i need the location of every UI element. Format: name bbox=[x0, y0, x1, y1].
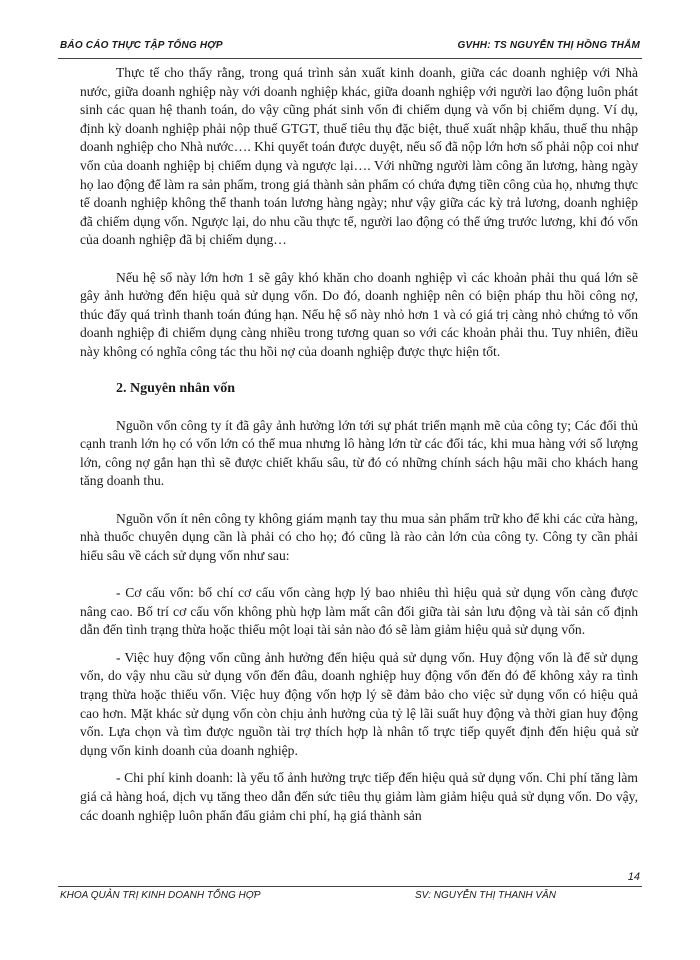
paragraph-1: Thực tế cho thấy rằng, trong quá trình sản xuất kinh doanh, giữa các doanh nghiệp với Nhà nước, giữa doanh nghiệp này với doanh nghiệp khác, giữa doanh nghiệp với người lao động luôn phát sinh các quan hệ thanh toán, do vậy cũng phát sinh vốn đi chiếm dụng và vốn bị chiếm dụng. Ví dụ, định kỳ doanh nghiệp phải nộp thuế GTGT, thuế tiêu thụ đặc biệt, thuế xuất nhập khẩu, thuế thu nhập doanh nghiệp cho Nhà nước…. Khi quyết toán được duyệt, nếu số đã nộp lớn hơn số phải nộp coi như vốn của doanh nghiệp bị chiếm dụng và ngược lại…. Với những người làm công ăn lương, hàng ngày họ lao động để làm ra sản phẩm, trong giá thành sản phẩm có chứa đựng tiền công của họ, nhưng thực tế doanh nghiệp không thể thanh toán lương hàng ngày; như vậy giữa các kỳ trả lương, doanh nghiệp đã chiếm dụng vốn. Ngược lại, do nhu cầu thực tế, người lao động có thể ứng trước lương, khi đó vốn của doanh nghiệp đã bị chiếm dụng… bbox=[80, 65, 638, 248]
paragraph-6: - Việc huy động vốn cũng ảnh hưởng đến hiệu quả sử dụng vốn. Huy động vốn là để sử dụng vốn, do vậy nhu cầu sử dụng vốn đến đâu, doanh nghiệp huy động vốn đến đó để không xảy ra tình trạng thừa hoặc thiếu vốn. Việc huy động vốn hợp lý sẽ đảm bảo cho việc sử dụng vốn có hiệu quả cao hơn. Mặt khác sử dụng vốn còn chịu ảnh hưởng của tỷ lệ lãi suất huy động và thời gian huy động vốn. Lựa chọn và tìm được nguồn tài trợ thích hợp là nhân tố trực tiếp quyết định đến hiệu quả sử dụng vốn kinh doanh của doanh nghiệp. bbox=[80, 649, 638, 758]
header-divider bbox=[58, 58, 642, 59]
paragraph-4: Nguồn vốn ít nên công ty không giám mạnh tay thu mua sản phẩm trữ kho để khi các cửa hàng, nhà thuốc chuyên dụng cần là phải có cho họ; đó cũng là rào cản lớn của công ty. Công ty cần phải hiểu sâu về cách sử dụng vốn như sau: bbox=[80, 510, 638, 563]
paragraph-5: - Cơ cấu vốn: bố chí cơ cấu vốn càng hợp lý bao nhiêu thì hiệu quả sử dụng vốn càng được nâng cao. Bố trí cơ cấu vốn không phù hợp làm mất cân đối giữa tài sản lưu động và tài sản cố định dẫn đến tình trạng thừa hoặc thiếu một loại tài sản nào đó sẽ làm giảm hiệu quả sử dụng vốn. bbox=[80, 585, 638, 638]
header-supervisor: GVHH: TS NGUYỄN THỊ HỒNG THẮM bbox=[457, 40, 640, 51]
page-header bbox=[60, 40, 640, 51]
paragraph-3: Nguồn vốn công ty ít đã gây ảnh hưởng lớn tới sự phát triển mạnh mẽ của công ty; Các đối thủ cạnh tranh lớn họ có vốn lớn có thể mua nhưng lô hàng lớn từ các đối tác, khi mua hàng với số lượng lớn, công nợ gắn hạn thì sẽ được chiết khấu sâu, từ đó có những chính sách hậu mãi cho khách hang tăng doanh thu. bbox=[80, 417, 638, 489]
footer-student: SV: NGUYỄN THỊ THANH VÂN bbox=[415, 890, 556, 901]
footer-faculty: KHOA QUẢN TRỊ KINH DOANH TỔNG HỢP bbox=[60, 890, 261, 901]
paragraph-7: - Chi phí kinh doanh: là yếu tố ảnh hưởng trực tiếp đến hiệu quả sử dụng vốn. Chi phí tăng làm giá cả hàng hoá, dịch vụ tăng theo dẫn đến sức tiêu thụ giảm làm giảm hiệu quả sử dụng vốn. Do vậy, các doanh nghiệp luôn phấn đấu giảm chi phí, hạ giá thành sản bbox=[80, 770, 638, 823]
document-body bbox=[80, 64, 638, 825]
footer-divider bbox=[58, 886, 642, 887]
header-report-title: BÁO CÁO THỰC TẬP TỔNG HỢP bbox=[60, 40, 223, 51]
page-number: 14 bbox=[627, 871, 640, 883]
section-heading: 2. Nguyên nhân vốn bbox=[116, 381, 236, 397]
paragraph-2: Nếu hệ số này lớn hơn 1 sẽ gây khó khăn cho doanh nghiệp vì các khoản phải thu quá lớn sẽ gây ảnh hưởng đến hiệu quả sử dụng vốn. Do đó, doanh nghiệp nên có biện pháp thu hồi công nợ, thúc đẩy quá trình thanh toán đúng hạn. Nếu hệ số này nhỏ hơn 1 và có giá trị càng nhỏ chứng tỏ vốn doanh nghiệp đi chiếm dụng càng nhiều trong tương quan so với các khoản phải thu. Tuy nhiên, điều này không có nghĩa công tác thu hồi nợ của doanh nghiệp được thực hiện tốt. bbox=[80, 269, 638, 359]
